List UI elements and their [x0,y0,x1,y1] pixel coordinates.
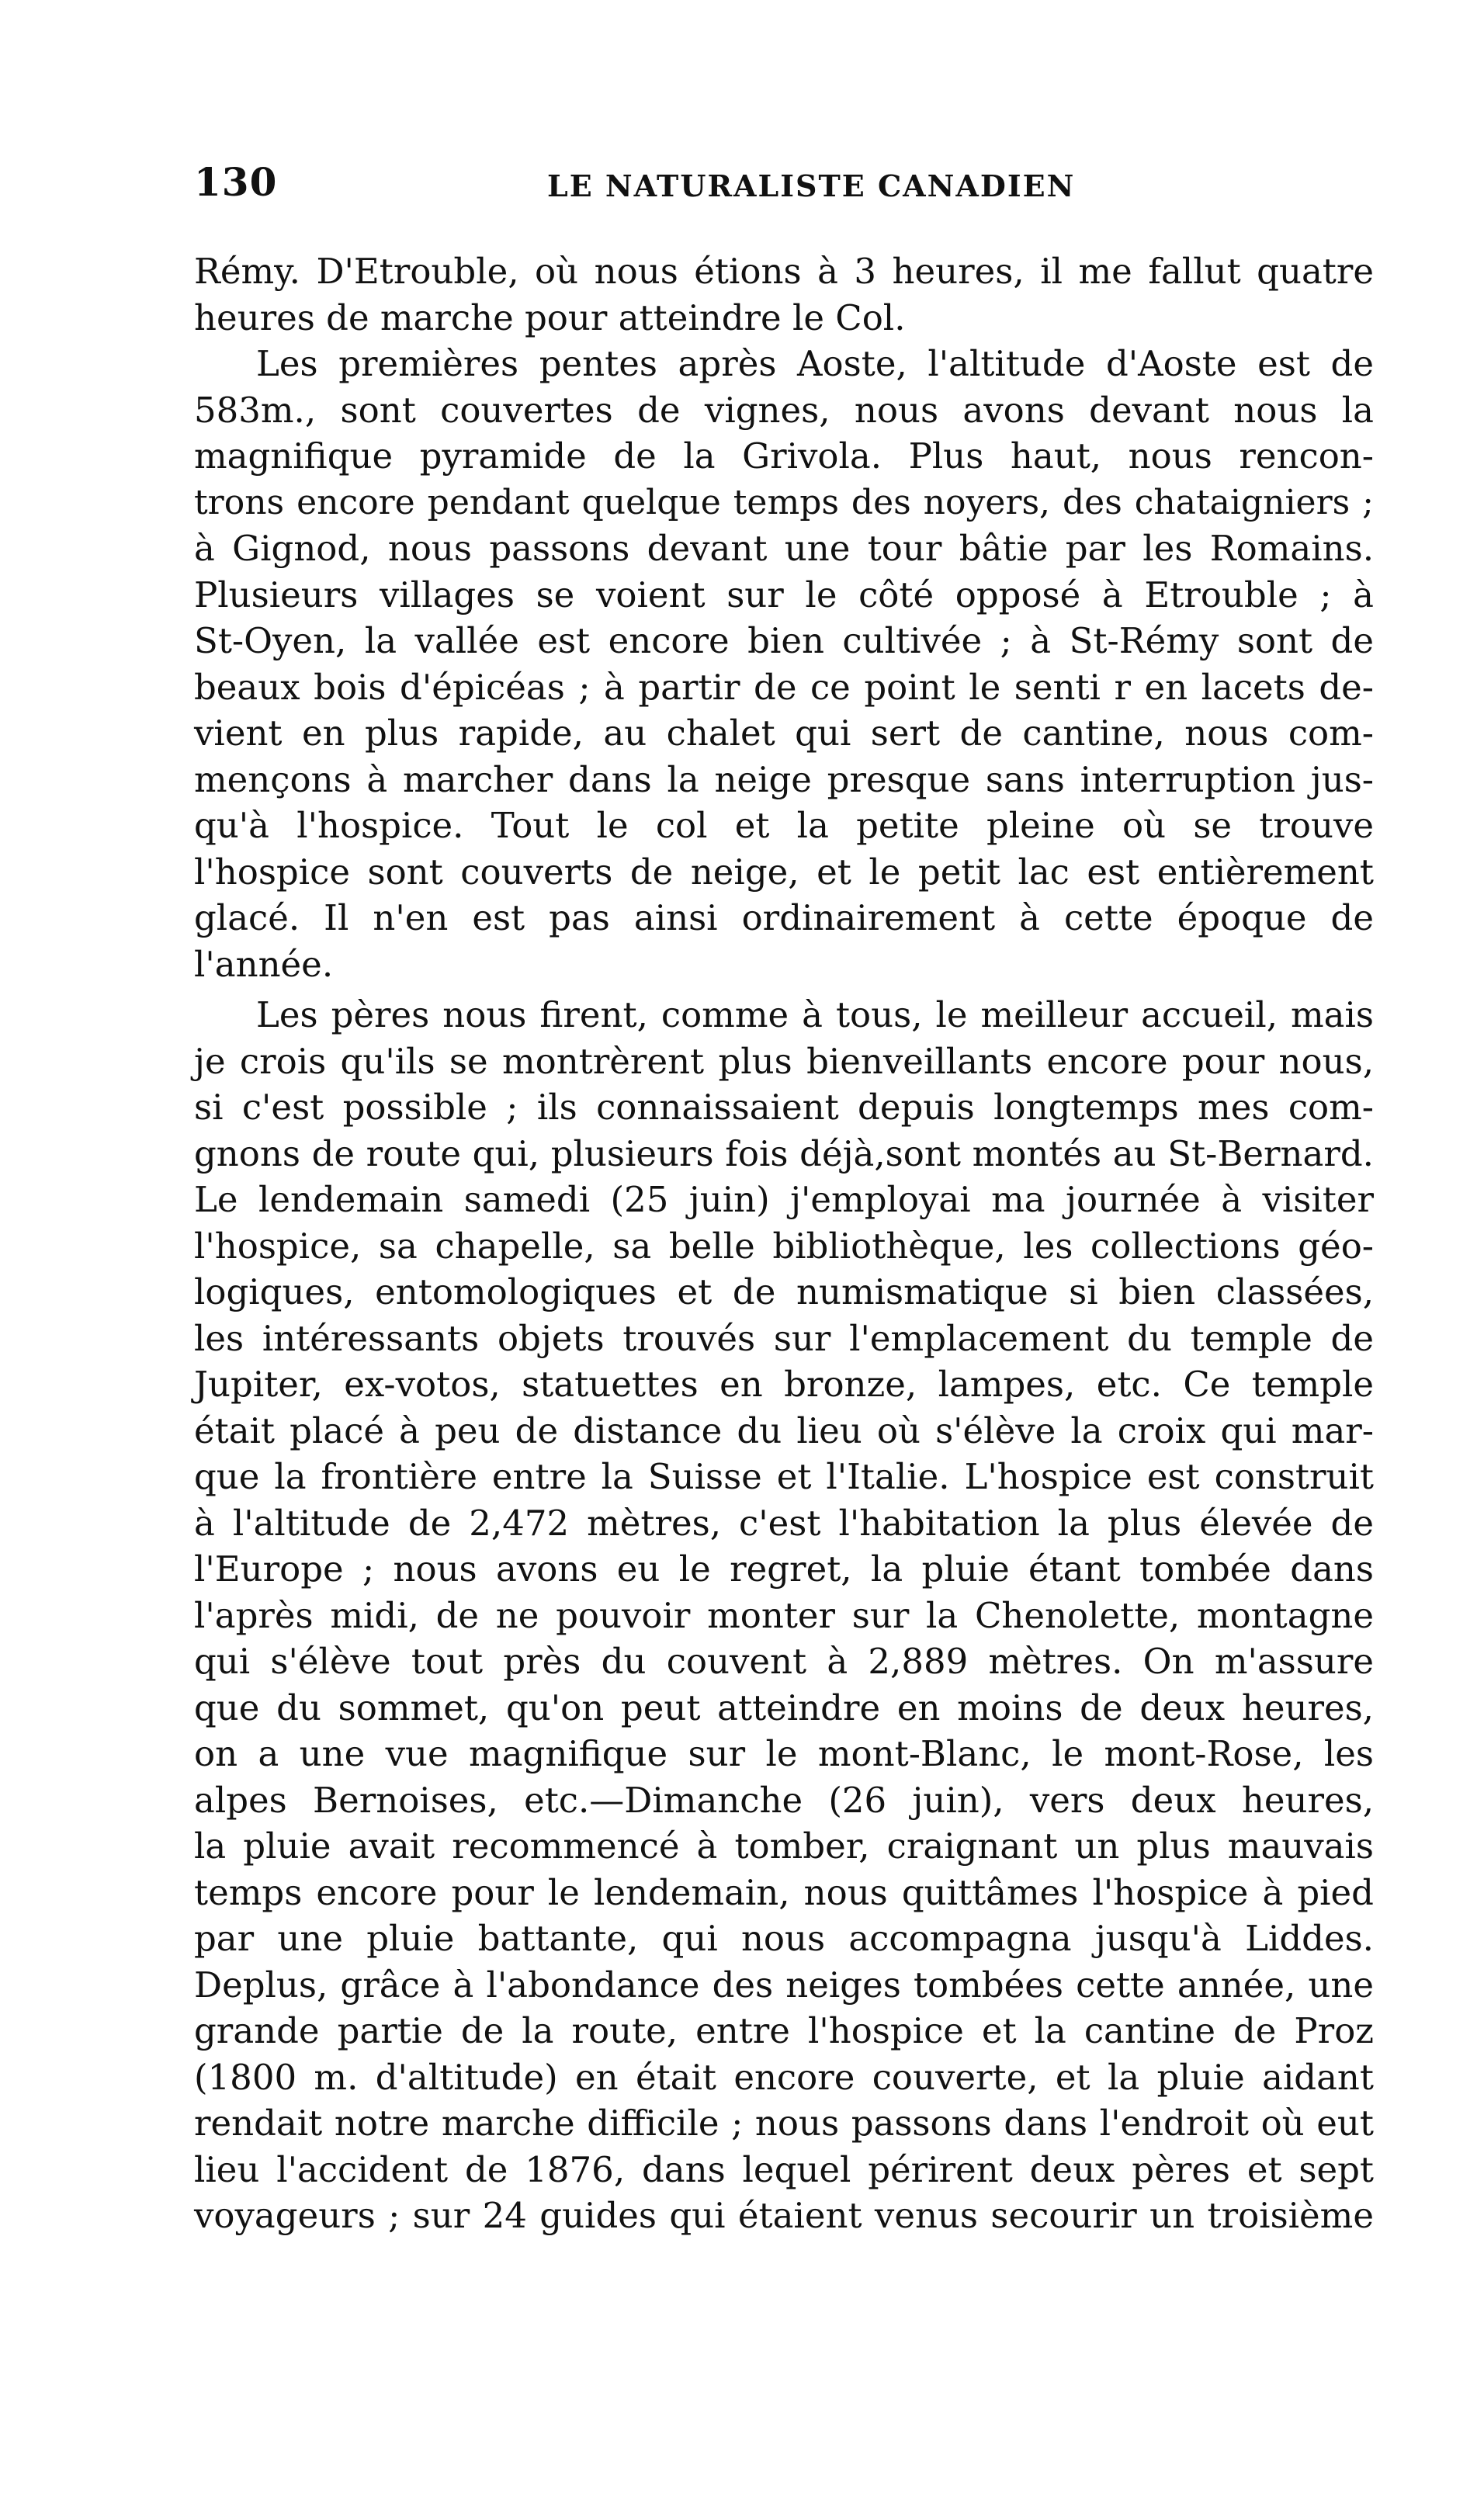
text-line: je crois qu'ils se montrèrent plus bienveillants encore pour nous, [194,1040,1374,1082]
text-line: vient en plus rapide, au chalet qui sert de cantine, nous com- [194,712,1374,754]
text-line: l'après midi, de ne pouvoir monter sur la Chenolette, montagne [194,1594,1374,1636]
text-line: heures de marche pour atteindre le Col. [194,296,906,338]
text-line: magnifique pyramide de la Grivola. Plus haut, nous rencon- [194,435,1374,477]
text-line: glacé. Il n'en est pas ainsi ordinairement à cette époque de [194,897,1374,938]
text-line: rendait notre marche difficile ; nous passons dans l'endroit où eut [194,2103,1374,2144]
body-text [194,248,1374,2239]
text-line: était placé à peu de distance du lieu où s'élève la croix qui mar- [194,1409,1374,1451]
text-line: que la frontière entre la Suisse et l'Italie. L'hospice est construit [194,1456,1374,1497]
page-number: 130 [194,159,278,205]
text-line: on a une vue magnifique sur le mont-Blanc, le mont-Rose, les [194,1733,1374,1774]
text-line: qui s'élève tout près du couvent à 2,889 mètres. On m'assure [194,1641,1374,1682]
text-line: si c'est possible ; ils connaissaient depuis longtemps mes com- [194,1087,1374,1128]
text-line: à l'altitude de 2,472 mètres, c'est l'habitation la plus élevée de [194,1502,1374,1544]
text-line: 583m., sont couvertes de vignes, nous avons devant nous la [194,389,1374,431]
paragraph [194,248,1374,341]
text-line: grande partie de la route, entre l'hospice et la cantine de Proz [194,2010,1374,2051]
text-line: (1800 m. d'altitude) en était encore couverte, et la pluie aidant [194,2056,1374,2098]
text-line: Rémy. D'Etrouble, où nous étions à 3 heures, il me fallut quatre [194,251,1374,292]
text-line: logiques, entomologiques et de numismatique si bien classées, [194,1271,1374,1312]
text-line: voyageurs ; sur 24 guides qui étaient venus secourir un troisième [194,2195,1374,2236]
text-line: trons encore pendant quelque temps des noyers, des chataigniers ; [194,482,1374,522]
text-line: Deplus, grâce à l'abondance des neiges tombées cette année, une [194,1964,1374,2006]
page-header [194,159,1374,213]
text-line: l'hospice sont couverts de neige, et le petit lac est entièrement [194,851,1374,893]
text-line: mençons à marcher dans la neige presque sans interruption jus- [194,758,1374,800]
paragraph [194,992,1374,2239]
text-line: beaux bois d'épicéas ; à partir de ce point le senti r en lacets de- [194,666,1374,708]
text-line: Les premières pentes après Aoste, l'altitude d'Aoste est de [256,343,1374,384]
text-line: gnons de route qui, plusieurs fois déjà,sont montés au St-Bernard. [194,1132,1374,1174]
text-line: l'année. [194,943,334,985]
text-line: l'hospice, sa chapelle, sa belle bibliothèque, les collections géo- [194,1225,1374,1267]
text-line: St-Oyen, la vallée est encore bien cultivée ; à St-Rémy sont de [194,620,1374,661]
text-line: alpes Bernoises, etc.—Dimanche (26 juin), vers deux heures, [194,1779,1374,1821]
text-line: par une pluie battante, qui nous accompagna jusqu'à Liddes. [194,1918,1374,1959]
text-line: Les pères nous firent, comme à tous, le meilleur accueil, mais [256,994,1374,1035]
text-line: à Gignod, nous passons devant une tour bâtie par les Romains. [194,528,1374,569]
paragraph [194,341,1374,987]
text-line: Plusieurs villages se voient sur le côté opposé à Etrouble ; à [194,574,1374,615]
text-line: qu'à l'hospice. Tout le col et la petite pleine où se trouve [194,805,1374,846]
text-line: Jupiter, ex-votos, statuettes en bronze, lampes, etc. Ce temple [194,1364,1374,1405]
text-line: que du sommet, qu'on peut atteindre en moins de deux heures, [194,1687,1374,1728]
text-line: lieu l'accident de 1876, dans lequel périrent deux pères et sept [194,2148,1374,2190]
text-line: les intéressants objets trouvés sur l'emplacement du temple de [194,1317,1374,1359]
text-line: la pluie avait recommencé à tomber, craignant un plus mauvais [194,1825,1374,1867]
running-title: LE NATURALISTE CANADIEN [547,168,1076,203]
text-line: temps encore pour le lendemain, nous quittâmes l'hospice à pied [194,1871,1374,1913]
text-line: Le lendemain samedi (25 juin) j'employai ma journée à visiter [194,1179,1374,1220]
text-line: l'Europe ; nous avons eu le regret, la pluie étant tombée dans [194,1548,1374,1590]
